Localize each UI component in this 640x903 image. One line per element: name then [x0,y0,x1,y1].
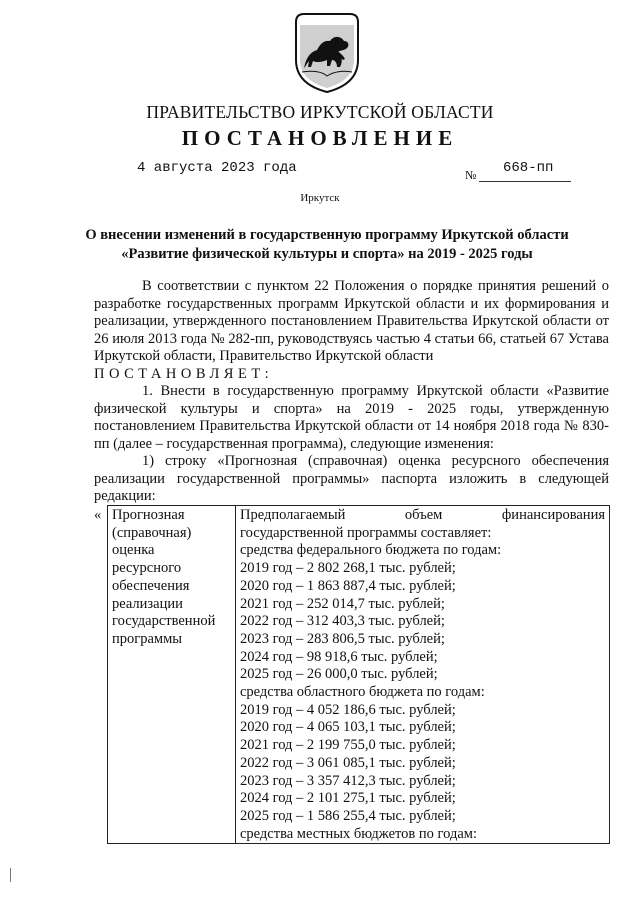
opening-quote: « [94,507,102,523]
financing-line: 2023 год – 3 357 412,3 тыс. рублей; [240,772,456,789]
financing-line: 2023 год – 283 806,5 тыс. рублей; [240,630,445,647]
preamble: В соответствии с пунктом 22 Положения о порядке принятия решений о разработке государственных программ Иркутской области и их формирования и реализации, утвержденного постановлением Правительства Иркутской области от 26 июля 2013 года № 282-пп, руководствуясь частью 4 статьи 66, статьей 67 Устава Иркутской области, Правительство Иркутской области [94,278,609,364]
financing-cell [236,506,610,844]
financing-line: 2024 год – 2 101 275,1 тыс. рублей; [240,790,456,807]
row-header-line: государственной [112,613,216,630]
resource-table-section [94,505,609,842]
row-header-line: (справочная) [112,524,192,541]
row-header-line: Прогнозная [112,507,185,523]
row-header-line: реализации [112,595,183,612]
financing-line: 2025 год – 26 000,0 тыс. рублей; [240,666,438,683]
document-date: 4 августа 2023 года [137,160,297,176]
city: Иркутск [300,192,340,204]
coat-of-arms-emblem [293,10,361,94]
item-1-subitem-1: 1) строку «Прогнозная (справочная) оценка ресурсного обеспечения реализации государственной программы» паспорта изложить в следующей редакции: [94,453,609,504]
row-header-line: ресурсного [112,560,182,577]
number-underline [479,181,571,182]
row-header-cell [108,506,236,844]
resource-table [107,505,610,844]
document-number: 668-пп [503,160,554,176]
scan-margin-mark [10,868,11,882]
government-name: ПРАВИТЕЛЬСТВО ИРКУТСКОЙ ОБЛАСТИ [146,102,494,122]
financing-line: 2022 год – 3 061 085,1 тыс. рублей; [240,754,456,771]
financing-line: Предполагаемый объем финансирования [240,507,605,523]
financing-line: средства местных бюджетов по годам: [240,825,477,842]
resolves-word: ПОСТАНОВЛЯЕТ: [94,365,274,382]
financing-line: 2019 год – 4 052 186,6 тыс. рублей; [240,701,456,718]
document-type: ПОСТАНОВЛЕНИЕ [181,126,459,150]
document-title: О внесении изменений в государственную программу Иркутской области «Развитие физической культуры и спорта» на 2019 - 2025 годы [85,227,569,262]
row-header-line: программы [112,630,182,647]
document-body [94,278,609,506]
number-sign: № [465,168,477,182]
financing-line: средства федерального бюджета по годам: [240,542,502,559]
row-header-line: оценка [112,542,155,559]
item-1: 1. Внести в государственную программу Иркутской области «Развитие физической культуры и спорта» на 2019 - 2025 годы, утвержденную постановлением Правительства Иркутской области от 14 ноября 2018 года № 830-пп (далее – государственная программа), следующие изменения: [94,383,609,452]
financing-line: 2021 год – 2 199 755,0 тыс. рублей; [240,737,456,754]
financing-line: 2025 год – 1 586 255,4 тыс. рублей; [240,807,456,824]
table-row [108,506,610,844]
financing-line: государственной программы составляет: [240,524,492,541]
financing-line: средства областного бюджета по годам: [240,684,485,701]
financing-line: 2020 год – 4 065 103,1 тыс. рублей; [240,719,456,736]
financing-line: 2022 год – 312 403,3 тыс. рублей; [240,613,445,630]
financing-line: 2021 год – 252 014,7 тыс. рублей; [240,595,445,612]
financing-line: 2024 год – 98 918,6 тыс. рублей; [240,648,438,665]
row-header-line: обеспечения [112,577,190,594]
financing-line: 2020 год – 1 863 887,4 тыс. рублей; [240,577,456,594]
financing-line: 2019 год – 2 802 268,1 тыс. рублей; [240,560,456,577]
